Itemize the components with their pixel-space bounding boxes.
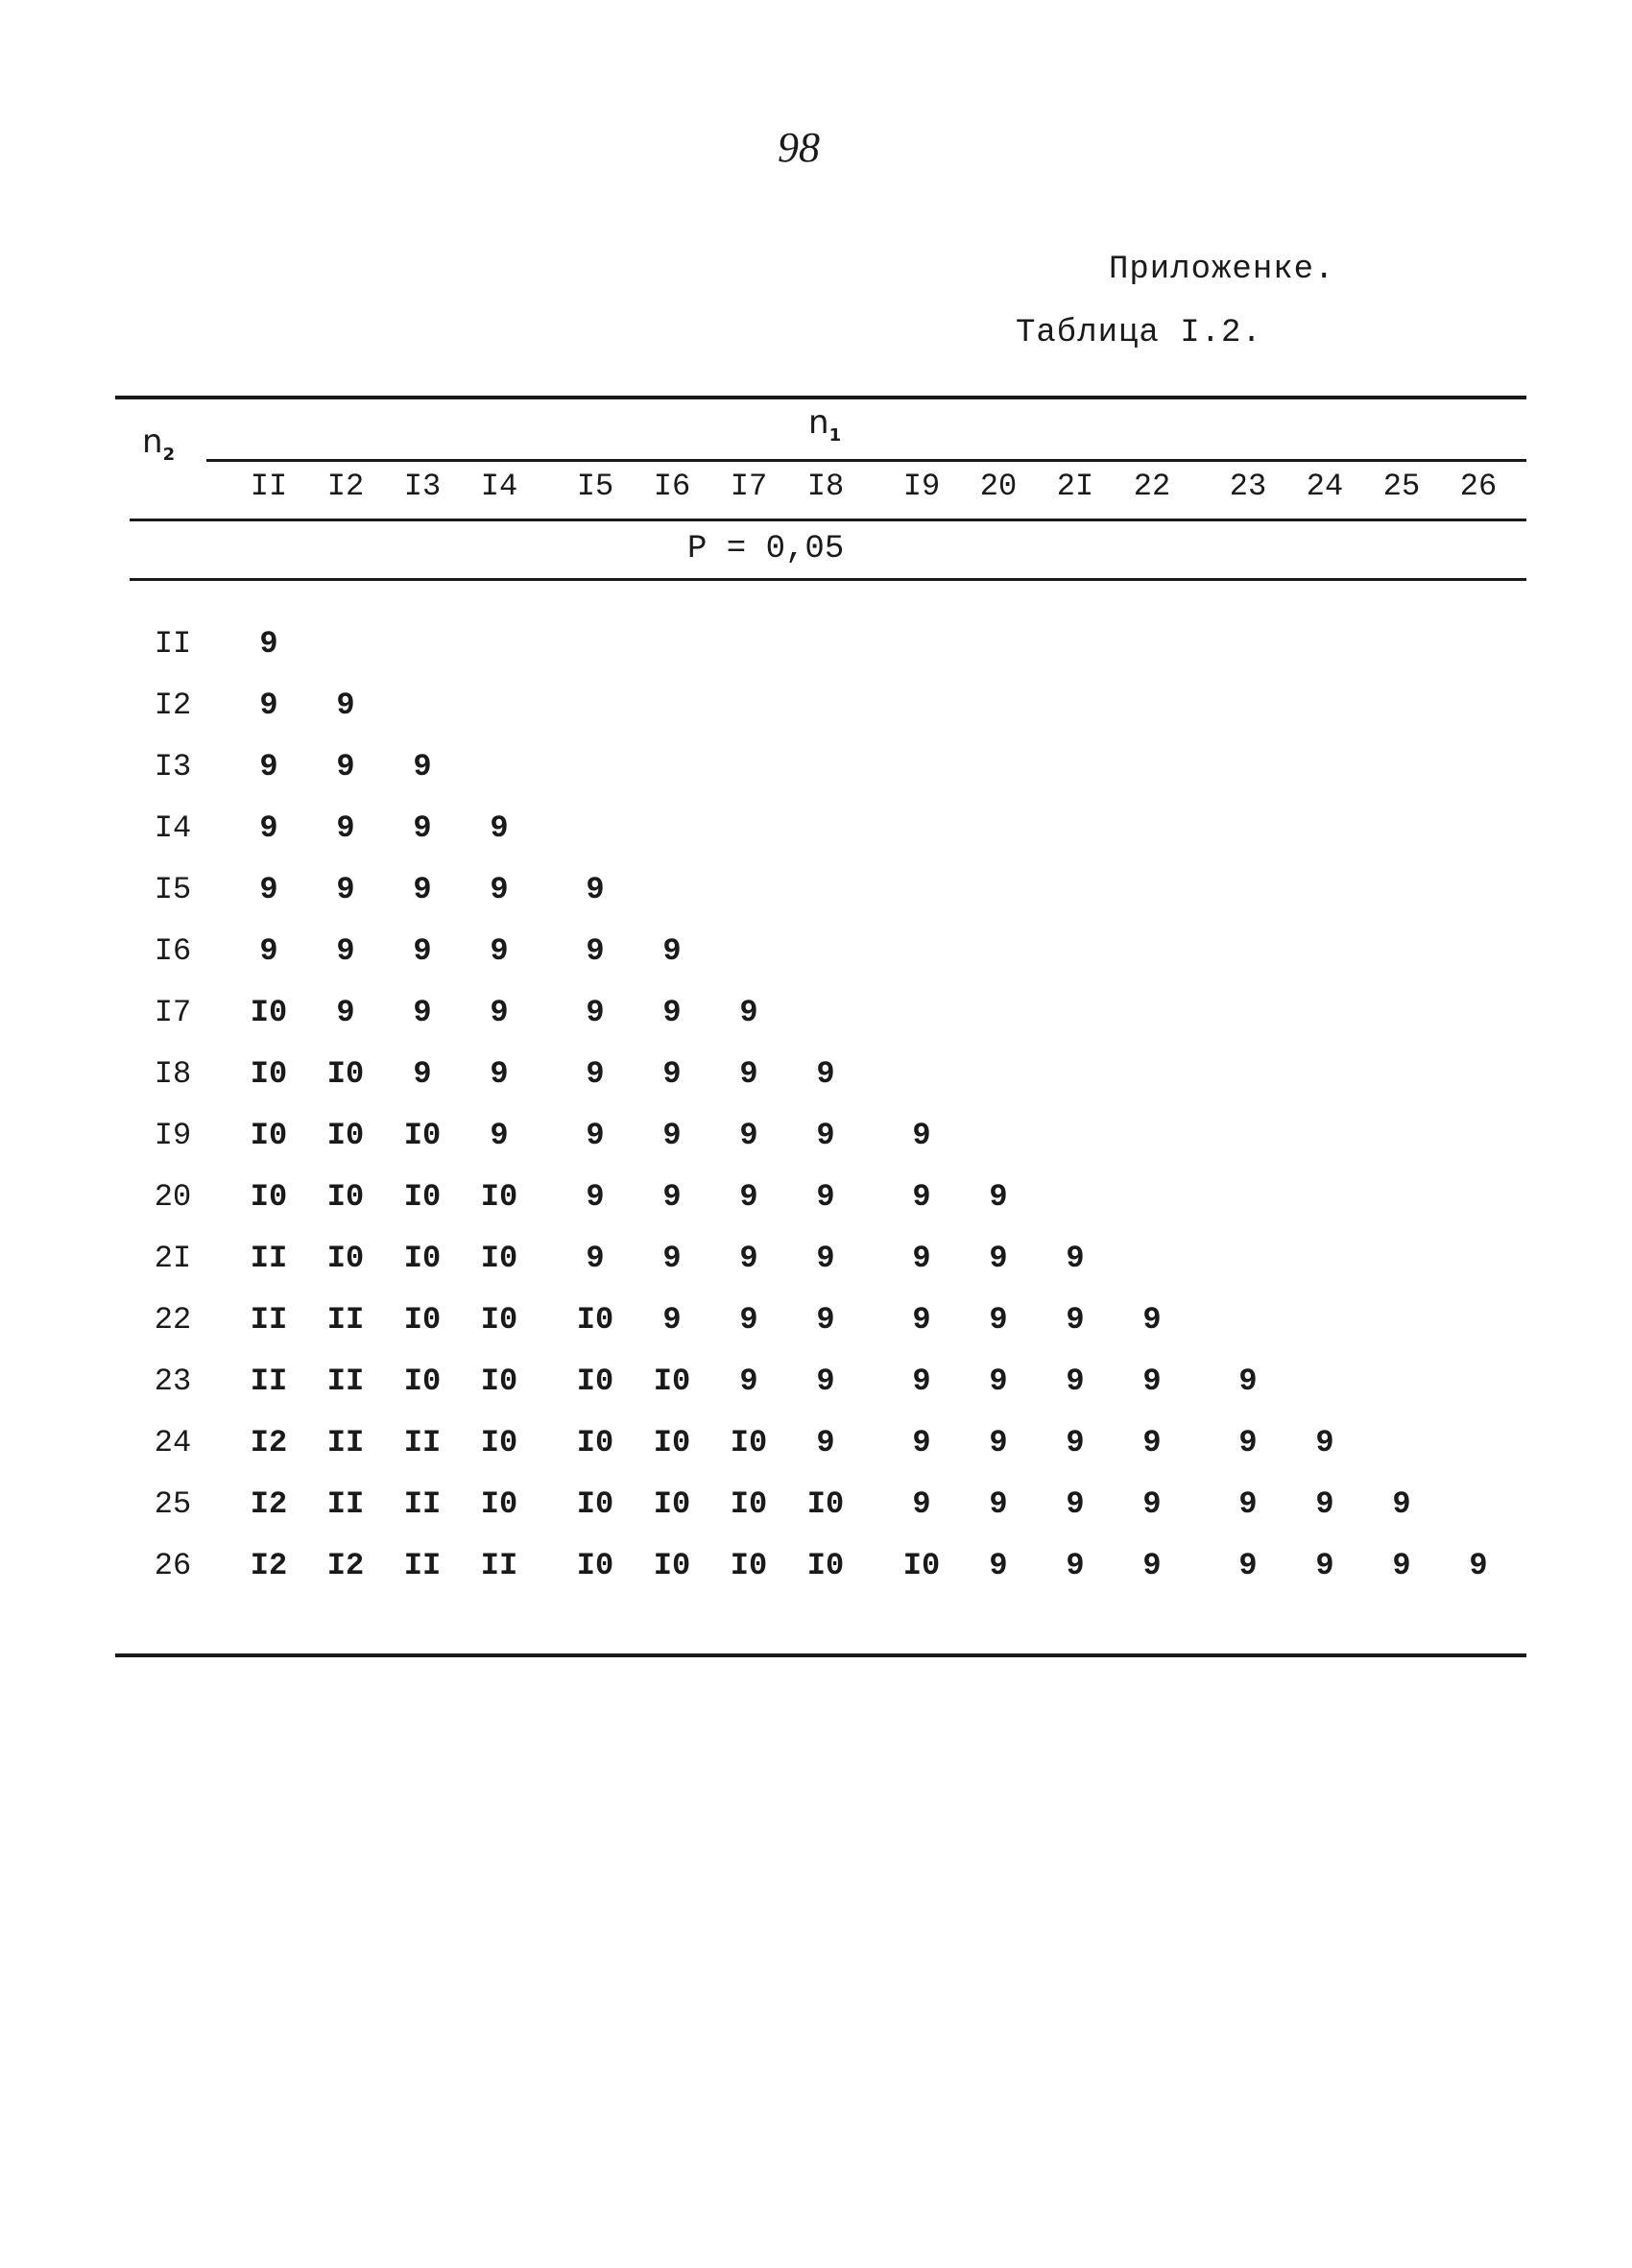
row-variable-label	[142, 422, 175, 465]
table-cell: 9	[739, 1118, 758, 1153]
table-cell: 9	[1066, 1241, 1085, 1276]
table-cell: 9	[662, 1118, 682, 1153]
table-cell: 9	[586, 1241, 605, 1276]
table-cell: I0	[576, 1302, 614, 1338]
table-cell: 9	[490, 810, 509, 846]
table-cell: 9	[1238, 1425, 1258, 1460]
table-cell: I0	[480, 1425, 518, 1460]
row-label: II	[154, 626, 192, 662]
table-cell: I0	[326, 1179, 365, 1215]
table-cell: 9	[1392, 1486, 1411, 1522]
table-cell: I2	[326, 1548, 365, 1583]
table-cell: 9	[413, 810, 432, 846]
table-cell: II	[250, 1241, 288, 1276]
table-cell: II	[326, 1425, 365, 1460]
table-cell: I0	[480, 1179, 518, 1215]
table-cell: 9	[490, 1056, 509, 1092]
table-cell: 9	[413, 933, 432, 969]
table-cell: 9	[586, 933, 605, 969]
row-var-sub: 2	[162, 444, 176, 465]
table-cell: II	[480, 1548, 518, 1583]
table-cell: 9	[816, 1425, 835, 1460]
table-cell: I0	[250, 995, 288, 1030]
table-cell: II	[326, 1486, 365, 1522]
table-cell: 9	[1238, 1363, 1258, 1399]
table-cell: 9	[989, 1179, 1008, 1215]
row-label: I3	[154, 749, 192, 784]
table-cell: 9	[259, 626, 278, 662]
column-header: I5	[576, 469, 614, 504]
table-cell: I0	[480, 1363, 518, 1399]
table-cell: I0	[403, 1241, 442, 1276]
col-var-sub: 1	[828, 424, 842, 446]
table-cell: 9	[413, 872, 432, 907]
table-cell: 9	[413, 995, 432, 1030]
table-cell: 9	[1392, 1548, 1411, 1583]
row-label: 2I	[154, 1241, 192, 1276]
table-cell: 9	[816, 1241, 835, 1276]
row-label: 20	[154, 1179, 192, 1215]
table-cell: 9	[912, 1302, 931, 1338]
column-header: I4	[480, 469, 518, 504]
table-cell: 9	[739, 995, 758, 1030]
table-cell: I0	[730, 1548, 768, 1583]
table-cell: 9	[490, 1118, 509, 1153]
table-cell: I0	[250, 1056, 288, 1092]
table-cell: 9	[413, 1056, 432, 1092]
table-cell: II	[403, 1548, 442, 1583]
row-var: n	[142, 422, 163, 461]
row-label: 22	[154, 1302, 192, 1338]
table-cell: 9	[259, 749, 278, 784]
table-cell: II	[250, 1302, 288, 1338]
table-cell: 9	[413, 749, 432, 784]
table-cell: 9	[336, 933, 355, 969]
table-cell: 9	[1238, 1486, 1258, 1522]
table-cell: 9	[912, 1179, 931, 1215]
table-cell: 9	[739, 1302, 758, 1338]
table-cell: I0	[250, 1179, 288, 1215]
column-header: II	[250, 469, 288, 504]
table-cell: II	[403, 1486, 442, 1522]
column-header: 25	[1382, 469, 1421, 504]
table-cell: I0	[576, 1548, 614, 1583]
table-cell: I0	[326, 1241, 365, 1276]
table-cell: II	[326, 1302, 365, 1338]
table-cell: 9	[1142, 1425, 1162, 1460]
table-cell: I0	[480, 1241, 518, 1276]
table-cell: 9	[586, 1056, 605, 1092]
table-cell: I0	[576, 1486, 614, 1522]
table-cell: 9	[912, 1241, 931, 1276]
table-bottom-rule	[115, 1653, 1526, 1657]
column-header: 22	[1133, 469, 1171, 504]
column-variable-label	[808, 403, 841, 446]
table-cell: I0	[403, 1363, 442, 1399]
column-header: 2I	[1056, 469, 1094, 504]
table-cell: 9	[586, 872, 605, 907]
table-cell: 9	[1142, 1548, 1162, 1583]
header-subrule	[206, 459, 1526, 462]
column-header: 20	[979, 469, 1018, 504]
table-cell: I0	[806, 1486, 845, 1522]
table-cell: I0	[326, 1118, 365, 1153]
table-cell: 9	[989, 1363, 1008, 1399]
table-cell: 9	[1066, 1548, 1085, 1583]
column-header: I6	[653, 469, 691, 504]
table-cell: 9	[586, 1118, 605, 1153]
table-cell: I0	[902, 1548, 941, 1583]
table-cell: 9	[490, 872, 509, 907]
table-cell: I2	[250, 1548, 288, 1583]
table-cell: 9	[1066, 1486, 1085, 1522]
column-header: 23	[1229, 469, 1267, 504]
table-cell: 9	[1066, 1363, 1085, 1399]
table-cell: 9	[662, 995, 682, 1030]
table-cell: 9	[989, 1302, 1008, 1338]
table-cell: I0	[653, 1486, 691, 1522]
row-label: 23	[154, 1363, 192, 1399]
table-cell: 9	[259, 688, 278, 723]
table-cell: 9	[259, 872, 278, 907]
table-cell: 9	[586, 1179, 605, 1215]
table-cell: 9	[336, 872, 355, 907]
table-cell: 9	[490, 995, 509, 1030]
table-cell: 9	[989, 1241, 1008, 1276]
table-cell: I0	[653, 1548, 691, 1583]
appendix-label: Приложенке.	[1109, 252, 1335, 288]
table-cell: 9	[662, 1056, 682, 1092]
table-cell: 9	[1142, 1486, 1162, 1522]
table-cell: 9	[336, 749, 355, 784]
table-cell: 9	[336, 995, 355, 1030]
table-cell: 9	[989, 1486, 1008, 1522]
table-cell: I0	[403, 1179, 442, 1215]
table-cell: 9	[490, 933, 509, 969]
table-cell: 9	[1315, 1486, 1334, 1522]
table-cell: I0	[730, 1425, 768, 1460]
row-label: 26	[154, 1548, 192, 1583]
page-number: 98	[778, 124, 820, 171]
table-cell: 9	[259, 810, 278, 846]
column-header: 26	[1459, 469, 1498, 504]
table-cell: I0	[403, 1118, 442, 1153]
table-cell: I0	[326, 1056, 365, 1092]
table-cell: I0	[653, 1363, 691, 1399]
col-var: n	[808, 403, 829, 442]
table-cell: 9	[259, 933, 278, 969]
column-header: I8	[806, 469, 845, 504]
row-label: 24	[154, 1425, 192, 1460]
table-cell: II	[250, 1363, 288, 1399]
table-cell: I2	[250, 1425, 288, 1460]
table-cell: II	[403, 1425, 442, 1460]
row-label: I6	[154, 933, 192, 969]
table-cell: I2	[250, 1486, 288, 1522]
column-header: I9	[902, 469, 941, 504]
table-cell: I0	[653, 1425, 691, 1460]
column-header: I3	[403, 469, 442, 504]
probability-rule	[130, 578, 1526, 581]
table-cell: 9	[739, 1179, 758, 1215]
table-cell: 9	[739, 1363, 758, 1399]
column-header: 24	[1306, 469, 1344, 504]
table-cell: 9	[662, 1241, 682, 1276]
table-cell: 9	[816, 1363, 835, 1399]
probability-label: P = 0,05	[687, 531, 845, 567]
header-bottom-rule	[130, 519, 1526, 521]
column-header: I2	[326, 469, 365, 504]
table-cell: 9	[912, 1363, 931, 1399]
column-header: I7	[730, 469, 768, 504]
table-cell: 9	[336, 688, 355, 723]
table-cell: 9	[816, 1179, 835, 1215]
row-label: I5	[154, 872, 192, 907]
table-cell: I0	[576, 1425, 614, 1460]
table-cell: 9	[662, 1179, 682, 1215]
table-cell: I0	[480, 1486, 518, 1522]
table-cell: 9	[1142, 1363, 1162, 1399]
table-caption: Таблица I.2.	[1016, 315, 1262, 351]
table-cell: 9	[1238, 1548, 1258, 1583]
table-cell: 9	[1066, 1425, 1085, 1460]
table-cell: 9	[912, 1486, 931, 1522]
table-cell: 9	[1315, 1548, 1334, 1583]
row-label: I9	[154, 1118, 192, 1153]
table-cell: 9	[912, 1425, 931, 1460]
table-cell: 9	[816, 1118, 835, 1153]
table-cell: 9	[1066, 1302, 1085, 1338]
table-cell: 9	[989, 1548, 1008, 1583]
row-label: I4	[154, 810, 192, 846]
table-top-rule	[115, 396, 1526, 399]
table-cell: 9	[989, 1425, 1008, 1460]
table-cell: I0	[730, 1486, 768, 1522]
table-cell: 9	[586, 995, 605, 1030]
table-cell: I0	[403, 1302, 442, 1338]
table-cell: II	[326, 1363, 365, 1399]
table-cell: 9	[662, 933, 682, 969]
table-cell: I0	[576, 1363, 614, 1399]
row-label: I8	[154, 1056, 192, 1092]
table-cell: I0	[250, 1118, 288, 1153]
table-cell: I0	[806, 1548, 845, 1583]
row-label: I7	[154, 995, 192, 1030]
table-cell: I0	[480, 1302, 518, 1338]
table-cell: 9	[739, 1056, 758, 1092]
table-cell: 9	[1469, 1548, 1488, 1583]
table-cell: 9	[1142, 1302, 1162, 1338]
table-cell: 9	[662, 1302, 682, 1338]
row-label: I2	[154, 688, 192, 723]
table-cell: 9	[816, 1302, 835, 1338]
table-cell: 9	[912, 1118, 931, 1153]
table-cell: 9	[336, 810, 355, 846]
table-cell: 9	[1315, 1425, 1334, 1460]
table-cell: 9	[816, 1056, 835, 1092]
table-cell: 9	[739, 1241, 758, 1276]
row-label: 25	[154, 1486, 192, 1522]
